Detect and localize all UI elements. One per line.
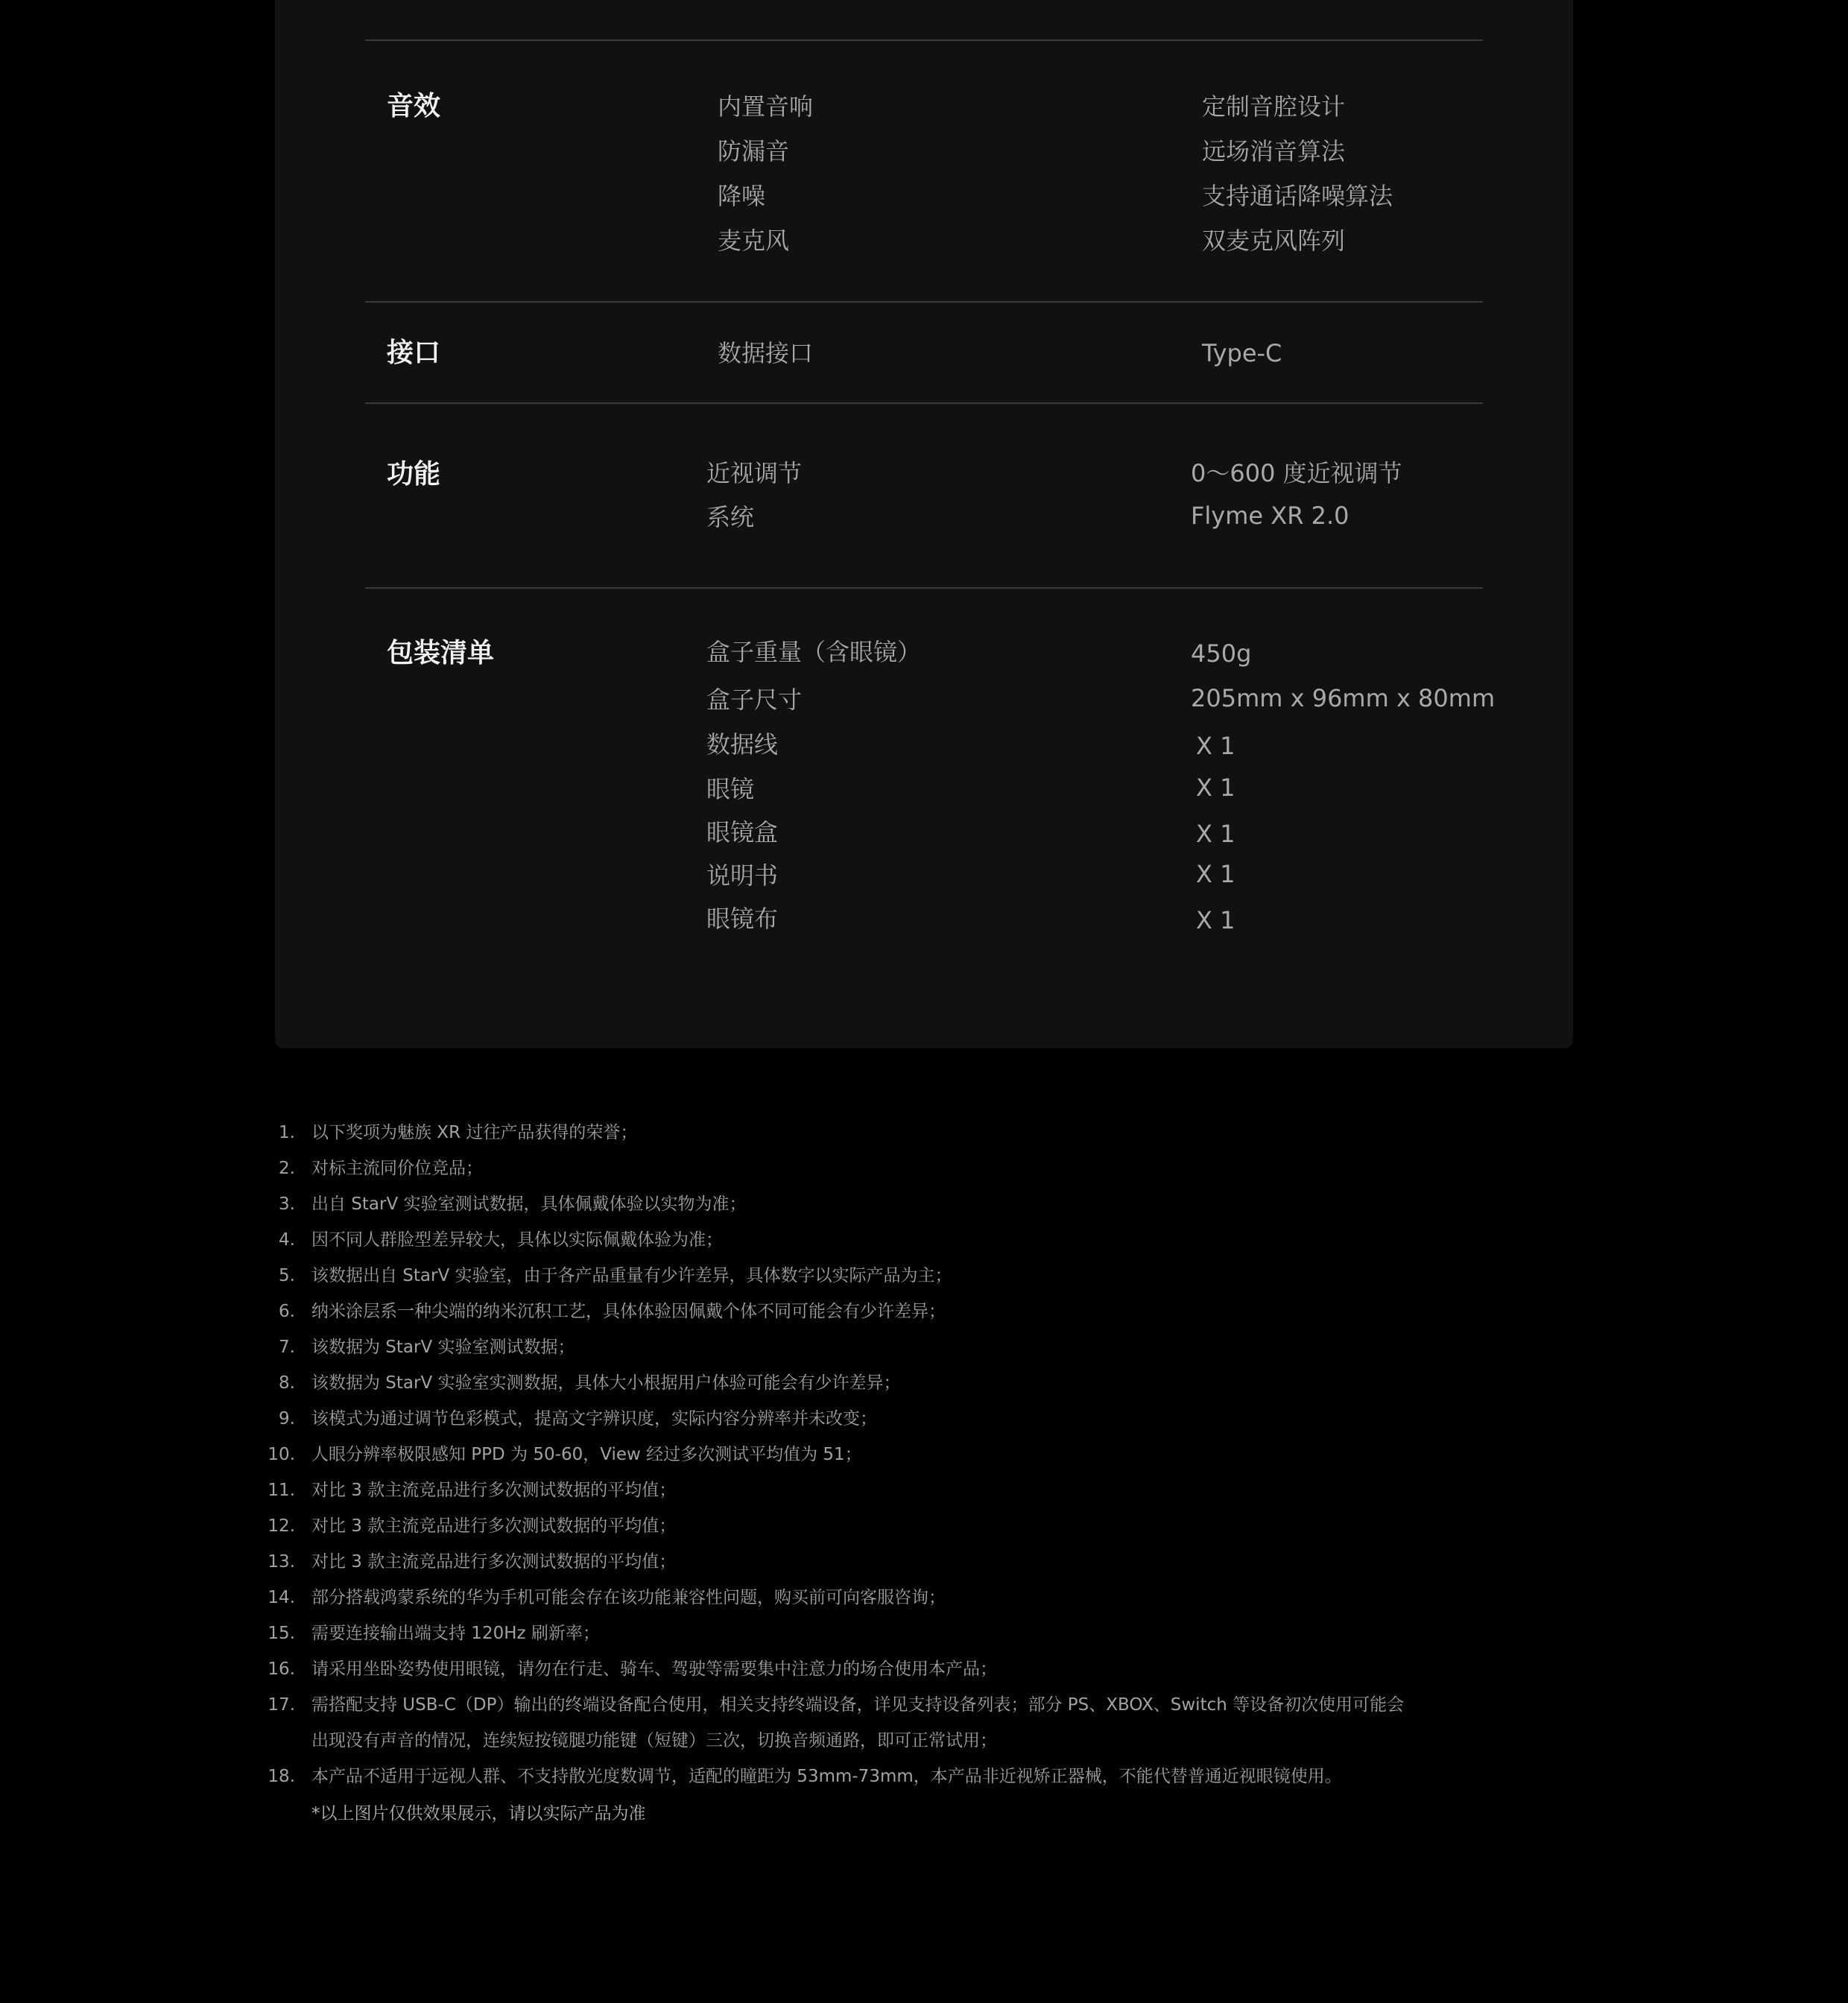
- spec-label: 眼镜布: [706, 905, 779, 933]
- footnote-text: 部分搭载鸿蒙系统的华为手机可能会存在该功能兼容性问题，购买前可向客服咨询；: [311, 1588, 946, 1607]
- spec-value: X 1: [1196, 773, 1235, 802]
- footnote-number: 11.: [268, 1481, 295, 1500]
- spec-label: 眼镜盒: [706, 818, 779, 847]
- divider-audio-port: [365, 301, 1483, 303]
- footnote-item: [261, 1759, 1404, 1794]
- footnote-item: [261, 1544, 1404, 1580]
- divider-port-features: [365, 402, 1483, 404]
- spec-value: 定制音腔设计: [1202, 92, 1346, 121]
- footnote-list: [261, 1115, 1404, 1794]
- footnote-item: [261, 1687, 1404, 1759]
- footnote-text: 该数据出自 StarV 实验室，由于各产品重量有少许差异，具体数字以实际产品为主；: [311, 1266, 952, 1285]
- spec-value: Flyme XR 2.0: [1191, 501, 1349, 530]
- footnote-number: 16.: [268, 1659, 295, 1679]
- spec-value: 双麦克风阵列: [1202, 227, 1346, 255]
- footnote-item: [261, 1401, 1404, 1437]
- footnote-item: [261, 1258, 1404, 1294]
- spec-label: 系统: [706, 503, 755, 531]
- spec-label: 盒子尺寸: [706, 686, 803, 714]
- spec-label: 内置音响: [718, 92, 814, 121]
- spec-value: 450g: [1191, 639, 1252, 668]
- footnote-item: [261, 1472, 1404, 1508]
- footnote-item: [261, 1651, 1404, 1687]
- footnote-item: [261, 1222, 1404, 1258]
- footnote-number: 2.: [279, 1159, 295, 1178]
- spec-value: 205mm x 96mm x 80mm: [1191, 684, 1496, 712]
- spec-label: 数据线: [706, 730, 779, 759]
- footnote-item: [261, 1186, 1404, 1222]
- footnote-number: 3.: [279, 1194, 295, 1214]
- section-title-port: 接口: [387, 338, 441, 368]
- footnote-number: 9.: [279, 1409, 295, 1428]
- footnote-item: [261, 1616, 1404, 1651]
- spec-value: 0～600 度近视调节: [1191, 459, 1402, 487]
- footnote-text: 出自 StarV 实验室测试数据，具体佩戴体验以实物为准；: [311, 1194, 747, 1214]
- divider-features-package: [365, 587, 1483, 589]
- spec-label: 降噪: [718, 182, 766, 210]
- spec-label: 盒子重量（含眼镜）: [706, 638, 922, 666]
- spec-value: X 1: [1196, 906, 1235, 934]
- footnote-number: 1.: [279, 1123, 295, 1142]
- spec-value: 支持通话降噪算法: [1202, 182, 1393, 210]
- spec-value: X 1: [1196, 820, 1235, 848]
- footnote-text: 纳米涂层系一种尖端的纳米沉积工艺，具体体验因佩戴个体不同可能会有少许差异；: [311, 1302, 946, 1321]
- footnote-text: 对比 3 款主流竞品进行多次测试数据的平均值；: [311, 1552, 677, 1572]
- spec-value: 远场消音算法: [1202, 137, 1346, 165]
- footnote-text-continued: 出现没有声音的情况，连续短按镜腿功能键（短键）三次，切换音频通路，即可正常试用；: [311, 1731, 997, 1750]
- footnote-text: 对比 3 款主流竞品进行多次测试数据的平均值；: [311, 1516, 677, 1536]
- footnote-item: [261, 1508, 1404, 1544]
- footnote-item: [261, 1151, 1404, 1186]
- footnote-number: 8.: [279, 1373, 295, 1393]
- footnote-number: 12.: [268, 1516, 295, 1536]
- footnote-item: [261, 1365, 1404, 1401]
- disclaimer: *以上图片仅供效果展示，请以实际产品为准: [311, 1804, 646, 1823]
- footnote-number: 7.: [279, 1338, 295, 1357]
- footnote-text: 因不同人群脸型差异较大，具体以实际佩戴体验为准；: [311, 1230, 723, 1250]
- footnote-number: 17.: [268, 1695, 295, 1715]
- footnote-number: 5.: [279, 1266, 295, 1285]
- footnote-text: 该数据为 StarV 实验室测试数据；: [311, 1338, 575, 1357]
- footnote-text: 人眼分辨率极限感知 PPD 为 50-60，View 经过多次测试平均值为 51；: [311, 1445, 862, 1464]
- section-title-package: 包装清单: [387, 638, 495, 668]
- section-title-features: 功能: [387, 459, 441, 490]
- spec-label: 眼镜: [706, 775, 755, 803]
- footnote-text: 对标主流同价位竞品；: [311, 1159, 483, 1178]
- footnote-number: 14.: [268, 1588, 295, 1607]
- footnote-number: 6.: [279, 1302, 295, 1321]
- spec-card: [275, 0, 1573, 1048]
- footnote-text: 对比 3 款主流竞品进行多次测试数据的平均值；: [311, 1481, 677, 1500]
- footnote-number: 15.: [268, 1624, 295, 1643]
- footnote-number: 18.: [268, 1767, 295, 1786]
- footnote-text: 以下奖项为魅族 XR 过往产品获得的荣誉；: [311, 1123, 638, 1142]
- footnote-text: 本产品不适用于远视人群、不支持散光度数调节，适配的瞳距为 53mm-73mm，本产品非近视矫正器械，不能代替普通近视眼镜使用。: [311, 1767, 1342, 1786]
- footnote-item: [261, 1294, 1404, 1329]
- footnote-item: [261, 1437, 1404, 1472]
- section-title-audio: 音效: [387, 91, 441, 121]
- spec-label: 数据接口: [718, 339, 814, 367]
- footnote-text: 需搭配支持 USB-C（DP）输出的终端设备配合使用，相关支持终端设备，详见支持设备列表；部分 PS、XBOX、Switch 等设备初次使用可能会: [311, 1695, 1405, 1715]
- spec-value: X 1: [1196, 732, 1235, 760]
- spec-label: 麦克风: [718, 227, 790, 255]
- footnote-number: 13.: [268, 1552, 295, 1572]
- footnote-number: 4.: [279, 1230, 295, 1250]
- spec-label: 近视调节: [706, 459, 803, 487]
- spec-label: 防漏音: [718, 137, 790, 165]
- divider-top: [365, 39, 1483, 41]
- footnote-item: [261, 1329, 1404, 1365]
- footnote-number: 10.: [268, 1445, 295, 1464]
- footnote-item: [261, 1580, 1404, 1616]
- spec-value: X 1: [1196, 860, 1235, 888]
- footnote-text: 需要连接输出端支持 120Hz 刷新率；: [311, 1624, 600, 1643]
- footnote-item: [261, 1115, 1404, 1151]
- spec-value: Type-C: [1202, 339, 1282, 367]
- spec-label: 说明书: [706, 861, 779, 890]
- footnote-text: 该模式为通过调节色彩模式，提高文字辨识度，实际内容分辨率并未改变；: [311, 1409, 877, 1428]
- footnote-text: 请采用坐卧姿势使用眼镜，请勿在行走、骑车、驾驶等需要集中注意力的场合使用本产品；: [311, 1659, 997, 1679]
- footnote-text: 该数据为 StarV 实验室实测数据，具体大小根据用户体验可能会有少许差异；: [311, 1373, 901, 1393]
